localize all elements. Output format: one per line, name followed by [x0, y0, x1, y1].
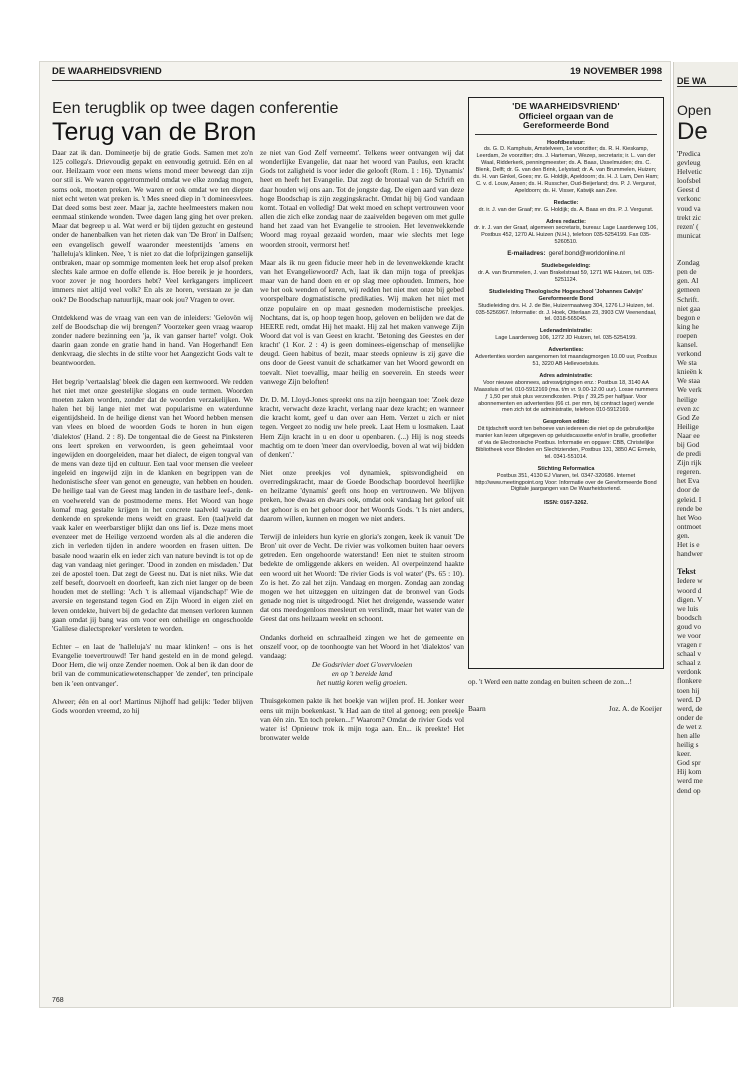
next-page-title: De [677, 118, 708, 145]
colophon-section [473, 373, 659, 414]
article-column-2 [260, 148, 464, 908]
next-page-line: Tekst [677, 567, 696, 577]
next-page-line: keer. [677, 749, 692, 759]
next-page-line: God Ze [677, 412, 700, 422]
next-page-line: voud va [677, 203, 701, 213]
colophon-section-text: Studieleiding drs. H. J. de Bie, Huizermaatweg 304, 1276 LJ Huizen, tel. 035-5256967. Informatie: dr. J. Hoek, Otterlaan 23, 3903 CW Veenendaal, tel. 0318-565045. [475, 302, 657, 323]
article-headline: Terug van de Bron [52, 118, 257, 146]
next-page-line: even zc [677, 403, 700, 413]
colophon-section-label: Studiebegeleiding: [541, 263, 591, 270]
next-page-line: We sta [677, 358, 697, 368]
colophon-section-label: Gesproken editie: [542, 419, 590, 426]
next-page-line: gen. [677, 530, 690, 540]
next-page-text [677, 149, 738, 795]
next-page-line: bij God [677, 440, 700, 449]
next-page-line: schaal z [677, 658, 701, 668]
next-page-line: 'Predica [677, 149, 701, 158]
next-page-line: verdonk [677, 667, 702, 677]
next-page-line: door de [677, 485, 700, 495]
colophon-section-text[interactable]: geref.bond@worldonline.nl [548, 250, 625, 258]
colophon-section [473, 140, 659, 195]
paragraph: Maar als ik nu geen fiducie meer heb in de levenwekkende kracht van het Evangeliewoord? Ach, laat ik dan mijn toga of preekjas maar van de hand doen en er op slag mee ophouden. Immers, hoe we het ook wenden of keren, wij redden het niet met onze bij gebed voorspelbare dogmatistische predikaties. Wij maken het niet met onze populaire en op maat gesneden modernistische preekjes. Nochtans, dat is, op hoop tegen hoop, geloven en belijden we dat de HEERE redt, omdat Hij het maakt. Hij zal het maken vanwege Zijn Woord dat vol is van Geest en kracht. 'Betoning des Geestes en der kracht' (1 Kor. 2 : 4) is geen dominees-eigenschap of menselijke deugd. Geen habitus of bezit, maar steeds opnieuw is zij gave die ons door de Geest vanuit de schatkamer van het Woord gewordt en toevalt. Niet toevallig, maar heilig en soeverein. En steeds weer vanwege Zijn beloften! [260, 257, 464, 386]
colophon-section-label: Adres redactie: [545, 218, 587, 225]
paragraph: Thuisgekomen pakte ik het boekje van wijlen prof. H. Jonker weer eens uit mijn boekenkast. 'k Had aan de titel al genoeg; een preekje van één zin. 'En toch preken...!' Waarom? Omdat de rivier Gods vol water is! Opnieuw trok ik mijn toga aan. En... ik preekte! Het bronwater welde [260, 696, 464, 743]
next-page-line: loofsbel [677, 176, 701, 186]
colophon-section [473, 200, 659, 214]
page-number: 768 [52, 997, 64, 1004]
colophon-section-label: Advertenties: [548, 347, 584, 354]
next-page-line [677, 558, 738, 567]
next-page-line: Hij kom [677, 767, 702, 777]
next-page-line: handwer [677, 549, 703, 559]
next-page-line: Het is e [677, 540, 700, 550]
next-page-line: knieën k [677, 367, 703, 377]
colophon-title: 'DE WAARHEIDSVRIEND' [512, 101, 620, 111]
colophon-section [473, 289, 659, 324]
colophon-section-text: ds. G. D. Kamphuis, Amstelveen, 1e voorzitter; ds. R. H. Kieskamp, Leerdam, 2e voorzitter; drs. J. Harteman, Wezep, secretaris; ir. L. van der Waal, Ridderkerk, penningmeester; ds. A. Baas, IJsselmuiden; drs. C. Blenk, Delft; dr. G. van den Brink, Lelystad; dr. A. van Brummelen, Huizen; ds. H. van Ginkel, Goes; mr. G. Holdijk, Apeldoorn; ds. H. J. Lam, Den Ham; C. v. d. Louw, Assen; ds. H. Russcher, Oud-Beijerland; drs. P. J. Vergunst, Apeldoorn; ds. H. Visser, Katwijk aan Zee. [473, 146, 659, 194]
colophon-section [473, 251, 659, 258]
next-page-line: Schrift. [677, 294, 699, 304]
colophon-section-label: Redactie: [553, 199, 579, 206]
next-page-line: flonkere [677, 676, 702, 686]
next-page-line: de wet z [677, 721, 702, 731]
next-page-line: Heilige [677, 421, 699, 431]
paragraph: Alweer; één en al oor! Martinus Nijhoff had gelijk: 'Ieder blijven Gods woorden vreemd, zo hij [52, 696, 253, 715]
next-page-line: We verk [677, 385, 702, 395]
next-page-line: toen hij [677, 685, 700, 695]
poem-line: De Godsrivier doet G'overvloeien [311, 659, 413, 669]
next-page-line: regeren. [677, 467, 702, 477]
next-page-line: Iedere w [677, 576, 703, 586]
next-page-line: gevleug [677, 158, 701, 168]
next-page-line: dend op [677, 785, 701, 795]
paragraph: Ontdekkend was de vraag van een van de inleiders: 'Gelovön wij zelf de Boodschap die wij brengen?' Voorzeker geen vraag waarop zonder nadere bezinning een 'ja, ik van ganser harte!' volgt. Ook daarin gaan zonde en gratie hand in hand. Van Hogerhand! Een denkvraag, die slechts in de stilte voor het Aangezicht Gods valt te beantwoorden. [52, 312, 253, 368]
next-page-line: Geest d [677, 185, 700, 195]
article-tail: op. 't Werd een natte zondag en buiten scheen de zon...! [468, 677, 632, 686]
article-kicker: Een terugblik op twee dagen conferentie [52, 100, 339, 117]
next-page-line: boodsch [677, 612, 702, 622]
next-page-line: kansel. [677, 339, 698, 349]
next-page-line: ontmoet [677, 521, 702, 531]
next-page-line: onder de [677, 712, 703, 722]
paragraph: Daar zat ik dan. Domineetje bij de gratie Gods. Samen met zo'n 125 collega's. Drievoudig gepakt en eenvoudig getruid. Eén en al oor. Heilzaam voor een mens wiens mond meer beweegt dan zijn oor stil is. We waren opgetrommeld omdat we elke zondag mogen, soms ook, moeten preken. We waren er ook omdat we ten diepste niet echt weten wat preken is. 't Mes sneed diep in 't domineesvlees. Dat deed soms best zeer. Maar ja, zachte heelmeesters maken nou eenmaal stinkende wonden. Twee dagen lang ging het over preken. Maar dat begreep u al. Wat werd er bij tijden gezucht en gesteund onder de hanenbalken van het rieten dak van 'De Bron' in Dalfsen; een evangelisch gewelf waaronder meestentijds 'amens en 'halleluja's klinken. Nee, 't is niet zo dat die lofprijzingen ganselijk ontbraken, maar op sommige momenten leek het erop alsof preken slechts kale armoe en doffe ellende is. Hoe bereik je je hoorders, voor zover je nog hoorders hebt? Veel kerkgangers impliceert immers niet altijd veel volk? En als ze horen, verstaan ze je dan ook? De Boodschap natuurlijk, maar ook jou? Vragen te over. [52, 148, 253, 304]
next-page-line: werd me [677, 776, 703, 786]
paragraph: Dr. D. M. Lloyd-Jones spreekt ons na zijn heengaan toe: 'Zoek deze kracht, verwacht deze kracht, verlang naar deze kracht; en wanneer die kracht komt, geef u dan over aan Hem. Verzet u zich er niet tegen. Vergeet zo nodig uw hele preek. Laat Hem u losmaken. Laat Hem Zijn kracht in u en door u openbaren. (...) Hij is nog steeds machtig om te doen 'meer dan overvloedig, boven al wat wij bidden of denken'.' [260, 394, 464, 459]
colophon-section [473, 466, 659, 494]
colophon-section [473, 219, 659, 247]
next-page-line: rezen' ( [677, 221, 699, 231]
colophon-section [473, 347, 659, 368]
colophon-section-text: Lage Laarderweg 106, 1272 JD Huizen, tel. 035-5254199. [495, 335, 637, 342]
colophon-section-label: Ledenadministratie: [539, 328, 593, 335]
colophon-box [468, 97, 664, 669]
next-page-line: werd, de [677, 703, 703, 713]
colophon-section-label: Adres administratie: [539, 372, 593, 379]
next-page-line: het Woo [677, 512, 702, 522]
issn: ISSN: 0167-3262. [543, 500, 589, 507]
colophon-section-text: dr. A. van Brummelen, J. van Brakelstraat 59, 1271 WE Huizen, tel. 035-5251124. [477, 270, 655, 283]
next-page-line: de predi [677, 449, 702, 459]
colophon-section-label: E-mailadres: [507, 250, 546, 258]
next-page-line: municat [677, 230, 701, 240]
colophon-subtitle: Gereformeerde Bond [523, 120, 609, 130]
newspaper-page [40, 62, 670, 1007]
next-page-line: verkond [677, 349, 702, 359]
colophon-section [473, 328, 659, 342]
colophon-section-text: dr. ir. J. van der Graaf, algemeen secretaris, bureau: Lage Laarderweg 106, Postbus 452, 1270 AL Huizen (N.H.), telefoon 035-5254199. Fax 035-5260510. [474, 225, 658, 246]
next-page-line: Zondag [677, 258, 700, 268]
next-page-line: hen alle [677, 731, 701, 740]
next-page-line: gen. Al [677, 276, 699, 286]
colophon-sections [469, 140, 663, 494]
next-page-line: goud vo [677, 621, 702, 631]
colophon-section [473, 263, 659, 284]
next-page-line: We staa [677, 376, 701, 386]
next-page-line: heilig s [677, 740, 699, 750]
signature-name: Joz. A. de Koeijer [608, 704, 662, 713]
next-page-running-head: DE WA [677, 76, 737, 87]
next-page-line: verkonc [677, 194, 701, 204]
paragraph: Ondanks dorheid en schraalheid zingen we het de gemeente en onszelf voor, op de toonhoogte van het Woord in het 'dialektos' van vandaag: [260, 632, 464, 660]
colophon-section-text: Dit tijdschrift wordt ten behoeve van iedereen die niet op de gebruikelijke manier kan lezen uitgegeven op geluidscassette en/of in braille, grootletter of via de Electronische Postbus. Informatie en opgave: CBB, Christelijke Bibliotheek voor Blinden en Slechtzienden, Postbus 131, 3850 AC Ermelo, tel. 0341-551014. [475, 426, 657, 460]
colophon-section-text: Voor nieuwe abonnees, adreswijzigingen enz.: Postbus 18, 3140 AA Maassluis of tel. 010-5912169 (ma. t/m vr. 9.00-12.00 uur). Losse nummers ƒ 1,50 per stuk plus verzendkosten. Prijs ƒ 39,25 per halfjaar. Voor abonnementen en advertenties (66 ct. per mm, bij contract lager) wende men zich tot de administratie, telefoon 010-5912169. [474, 379, 658, 414]
next-page-line [677, 240, 738, 249]
article-column-1 [52, 148, 253, 998]
next-page-line: God spr [677, 758, 701, 768]
colophon-divider [475, 134, 657, 135]
poem-line: en op 't bereide land [331, 669, 393, 679]
next-page-line: roepen [677, 330, 698, 340]
colophon-section-label: Studieleiding Theologische Hogeschool 'Johannes Calvijn' Gereformeerde Bond [489, 288, 643, 302]
colophon-section-text: dr. ir. J. van der Graaf; mr. G. Holdijk; ds. A. Baas en drs. P. J. Vergunst. [478, 206, 654, 213]
next-page-line: woord d [677, 585, 702, 595]
poem-line: het nuttig koren welig groeien. [316, 678, 408, 688]
paragraph: Echter – en laat de 'halleluja's' nu maar klinken! – ons is het Evangelie toevertrouwd! Ter hand gesteld en in de mond gelegd. Door Hem, die wij onze Zender noemen. Ook al ben ik dan door de bril van de communicatiewetenschapper 'de zender', ten principale ben ik 'een ontvanger'. [52, 641, 253, 688]
next-page-line: trekt zic [677, 212, 702, 222]
colophon-section-text: Postbus 351, 4130 EJ Vianen, tel. 0347-320686. Internet http://www.meetingpoint.org Voor: Informatie over de Gereformeerde Bond Digitale jaargangen van De Waarheidsvriend. [475, 472, 657, 493]
next-page-line: rende be [677, 503, 703, 513]
next-page-line: we voor [677, 630, 702, 640]
colophon-section [473, 419, 659, 460]
paragraph: Terwijl de inleiders hun kyrie en gloria's zongen, keek ik vanuit 'De Bron' uit over de Vecht. De rivier was volkomen buiten haar oevers getreden. Een ongehoorde waterstand! Een niet te stuiten stroom bedekte de omliggende akkers en weiden. Al overpeinzend haakte een woord uit het Woord: 'De rivier Gods is vol water' (Ps. 65 : 10). Zo is het. Zo zal het zijn. Vandaag en morgen. Zondag aan zondag mogen we het uitzeggen en uitzingen dat de bronwel van Gods genade nog niet is uitgedroogd. Niet het dreigende, wassende water dat ons meedogenloos meesleurt en verslindt, maar het water van de Geest dat ons heilzaam weekt en schoont. [260, 531, 464, 624]
colophon-subtitle: Officieel orgaan van de [518, 110, 614, 121]
paragraph: Niet onze preekjes vol dynamiek, spitsvondigheid en overredingskracht, maar de Goede Boodschap boordevol heerlijke en heilzame 'dynamis' geeft ons hoop en vertrouwen. We blijven preken, hoe dwaas en dwars ook, omdat ook vandaag het geloof uit het gehoor is en het gehoor door het Woords Gods. 't Is niet anders, daarom willen, kunnen en mogen we niet anders. [260, 468, 464, 523]
next-page-kicker: Open [677, 102, 712, 118]
next-page-line: heilige [677, 394, 698, 404]
next-page-line: king he [677, 321, 699, 331]
signature [468, 704, 662, 713]
next-page-line: vragen r [677, 640, 702, 650]
next-page-line: het Eva [677, 476, 700, 486]
next-page-line: geleid. I [677, 494, 702, 504]
next-page-line: digen. V [677, 594, 703, 604]
next-page-line: Helvetic [677, 167, 703, 177]
colophon-section-label: Hoofdbestuur: [547, 139, 585, 146]
next-page-line: schaal v [677, 649, 702, 659]
next-page-line [677, 249, 738, 258]
next-page-line: begon e [677, 312, 701, 322]
running-head [52, 66, 662, 81]
next-page-line: we luis [677, 603, 699, 613]
next-page-line: Naar ee [677, 430, 700, 440]
next-page-line: Zijn rijk [677, 458, 702, 468]
colophon-section-text: Advertenties worden aangenomen tot maandagmorgen 10.00 uur, Postbus 51, 3220 AB Hellevoetsluis. [475, 354, 657, 367]
signature-place: Baarn [468, 704, 486, 713]
paragraph: Het begrip 'vertaalslag' bleek die dagen een kernwoord. We redden het niet met onze geestelijke slogans en oude termen. Woorden moeten zaken worden, zonder dat de woorden verzakelijken. We halen het bij lange niet met wat popularisme en waterdunne eigentijdsheid. In de heilige dienst van het Woord hebben mensen van vlees en bloed de woorden Gods te horen in hun eigen 'dialektos' (Hand. 2 : 8). De tongentaal die de Geest na Pinksteren ons leert spreken en verwoorden, is geen geheimtaal voor ingewijden en doorgeleiden, maar het dialect, de eigen tongval van de mens van deze tijd en cultuur. Een taal voor mensen die veeleer ingeleid en ingewijd zijn in de klanken en begrippen van de hedonistische sfeer van genot en geneugte, van hebben en houden. De heilige taal van de Geest mag landen in de tastbare leef-, denk- en voelwereld van de postmoderne mens. Het Woord van hoge komaf mag gestalte krijgen in het concrete taalveld waarin de denkende en sprekende mens weidt en graast. Een (taal)veld dat vaak kaler en weerbarstiger blijkt dan ons lief is. Deze mens moet evenzeer met de Heilige verzoend worden als al die anderen die zich in verleden tijden in andere woorden en frasen uitten. De basale nood waarin elk en ieder zich van nature bevindt is tot op de dag van vandaag niet geringer. 'Dood in zonden en misdaden.' Dat zei de apostel toen. Dat zegt de Geest nu. Dat is niet niks. Wie dat zelf beseft, doorvoelt en doorleeft, kan zich niet langer op de been houden met de stelling: 'Ach 't is allemaal vijandschap!' Wie de aversie en tegenstand tegen God en Zijn Woord in eigen ziel en leven ontdekte, huivert bij de gedachte dat mensen verloren kunnen gaan omdat jij bang was om voor een onheilige en ongeschoolde 'Galilese dialectspreker' versleten te worden. [52, 376, 253, 633]
next-page-line: niet gaa [677, 303, 701, 313]
next-page-line: pen de [677, 267, 697, 277]
next-page-line: gemeen [677, 285, 700, 295]
paragraph: ze niet van God Zelf verneemt'. Telkens weer ontvangen wij dat wonderlijke Evangelie, dat naar het woord van Paulus, een kracht Gods tot zaligheid is voor ieder die gelooft (Rom. 1 : 16). 'Dynamis' heet en heeft het Evangelie. Dat zegt de brontaal van de Schrift en daar houden wij ons aan. Tot de jongste dag. De eigen aard van deze hoge Boodschap is zijn zeggingskracht. Omdat hij bij God vandaan komt. Totaal en volledig! Dat wekt moed en schept vertrouwen voor allen die zich elke zondag naar de zaaivelden begeven om met gulle hand het zaad van het Evangelie te strooien. Het levenwekkende Woord mag royaal gezaaid worden, maar wie slechts met lege woorden strooit, vermorst het! [260, 148, 464, 249]
next-page-edge [674, 62, 738, 1007]
colophon-section-label: Stichting Reformatica [537, 465, 595, 472]
next-page-line: werd. D [677, 694, 701, 704]
running-head-date: 19 NOVEMBER 1998 [570, 66, 662, 77]
running-head-title: DE WAARHEIDSVRIEND [52, 66, 162, 77]
